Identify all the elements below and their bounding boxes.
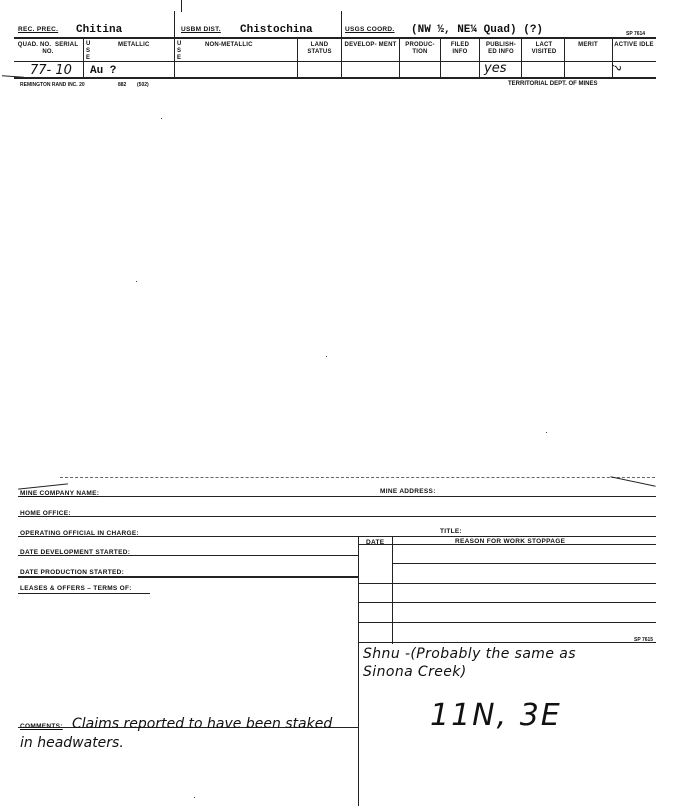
divider-production — [440, 38, 441, 78]
rule-row-bottom — [14, 77, 656, 79]
divider-published — [521, 38, 522, 78]
header-land-status: LAND STATUS — [307, 42, 332, 55]
scan-speck — [194, 797, 195, 798]
note-line-2: Sinona Creek) — [363, 664, 467, 680]
scan-speck — [161, 118, 162, 119]
rule-lower-left-stroke — [18, 483, 68, 489]
row-quad-serial: 77- 10 — [30, 63, 72, 78]
rule-reason-5 — [358, 642, 656, 643]
header-metallic: METALLIC — [118, 42, 150, 48]
leases-label: LEASES & OFFERS – TERMS OF: — [20, 585, 132, 592]
rule-reason-3 — [358, 602, 656, 603]
usgs-coord-value: (NW ½, NE¼ Quad) (?) — [411, 24, 544, 36]
form-number-bottom: SP 7615 — [634, 637, 654, 643]
header-published-info: PUBLISH- ED INFO — [486, 42, 516, 55]
rule-header-bottom — [14, 61, 656, 62]
home-office-label: HOME OFFICE: — [20, 510, 71, 517]
rule-reason-4 — [358, 622, 656, 623]
usbm-dist-value: Chistochina — [240, 24, 313, 36]
row-active: ? — [608, 62, 624, 72]
header-quad-no: QUAD. NO. — [17, 42, 52, 48]
header-merit: MERIT — [578, 42, 598, 48]
header-use-1: U S E — [86, 41, 91, 61]
rule-company — [18, 496, 656, 497]
department-name: TERRITORIAL DEPT. OF MINES — [508, 81, 598, 87]
dev-started-label: DATE DEVELOPMENT STARTED: — [20, 549, 131, 556]
divider-filed — [479, 38, 480, 78]
row-published: yes — [484, 61, 507, 76]
operating-official-label: OPERATING OFFICIAL IN CHARGE: — [20, 530, 139, 537]
scan-speck — [326, 356, 327, 357]
prod-started-label: DATE PRODUCTION STARTED: — [20, 569, 125, 576]
divider-visited — [564, 38, 565, 78]
divider-lower-main — [358, 536, 359, 806]
header-non-metallic: NON-METALLIC — [205, 42, 253, 48]
comments-label: COMMENTS: — [20, 723, 63, 730]
header-active-idle: ACTIVE IDLE — [614, 42, 654, 48]
rule-leases — [18, 593, 150, 594]
divider-merit — [612, 38, 613, 78]
rec-prec-label: REC. PREC. — [18, 26, 59, 33]
header-use-2: U S E — [177, 41, 182, 61]
rec-prec-value: Chitina — [76, 24, 123, 36]
divider-metallic — [174, 11, 175, 78]
header-last-visited: LACT VISITED — [531, 42, 557, 55]
note-line-1: Shnu -(Probably the same as — [363, 646, 576, 662]
reason-header: REASON FOR WORK STOPPAGE — [455, 538, 566, 545]
row-metallic: Au ? — [90, 65, 117, 77]
printer-code-2: (502) — [137, 82, 149, 88]
divider-date-column — [392, 536, 393, 644]
rule-left-tail — [2, 75, 24, 78]
scan-speck — [136, 281, 137, 282]
title-label: TITLE: — [440, 528, 463, 535]
form-number-top: SP 7614 — [626, 31, 646, 37]
header-production: PRODUC- TION — [405, 42, 435, 55]
mine-company-label: MINE COMPANY NAME: — [20, 490, 100, 497]
rule-reason-2 — [358, 583, 656, 584]
header-filed-info: FILED INFO — [450, 42, 470, 55]
rule-header-top — [14, 37, 656, 39]
usgs-coord-label: USGS COORD. — [345, 26, 395, 33]
header-development: DEVELOP- MENT — [344, 42, 397, 48]
rule-home-office — [18, 516, 656, 517]
top-tick — [181, 0, 182, 12]
header-serial-no: SERIAL NO. — [42, 42, 79, 55]
mine-address-label: MINE ADDRESS: — [380, 488, 436, 495]
usbm-dist-label: USBM DIST. — [181, 26, 221, 33]
scan-speck — [546, 432, 547, 433]
rule-lower-top-dashed — [60, 477, 655, 478]
date-header: DATE — [366, 539, 385, 546]
divider-serial — [83, 38, 84, 78]
printer-imprint: REMINGTON RAND INC. 20 — [20, 82, 85, 88]
header-quad-serial — [16, 42, 80, 56]
comments-line-1: Claims reported to have been staked — [72, 716, 333, 732]
rule-reason-1 — [392, 563, 656, 564]
rule-prod-started — [18, 576, 358, 578]
township-range: 11N, 3E — [430, 698, 562, 733]
comments-line-2: in headwaters. — [20, 735, 124, 751]
printer-code-1: 882 — [118, 82, 127, 88]
